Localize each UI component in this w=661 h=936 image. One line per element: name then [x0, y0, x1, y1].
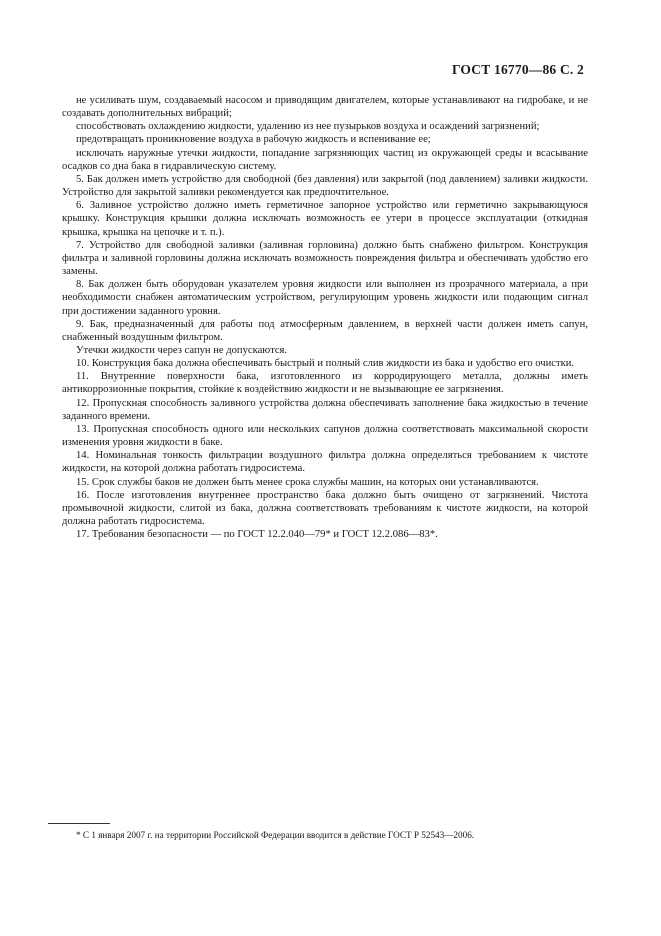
- clause-11: 11. Внутренние поверхности бака, изготовленного из корродирующего металла, должны иметь антикоррозионные покрытия, стойкие к воздействию жидкости и не вызывающие ее загрязнения.: [62, 371, 588, 396]
- clause-10: 10. Конструкция бака должна обеспечивать быстрый и полный слив жидкости из бака и удобство его очистки.: [76, 358, 575, 370]
- clause-8: 8. Бак должен быть оборудован указателем уровня жидкости или выполнен из прозрачного материала, а при необходимости снабжен автоматическим устройством, регулирующим уровень жидкости или подающим сигнал при достижении заданного уровня.: [62, 279, 588, 317]
- paragraph-1: не усиливать шум, создаваемый насосом и приводящим двигателем, которые устанавливают на гидробаке, и не создавать дополнительных вибраций;: [62, 95, 588, 120]
- clause-16: 16. После изготовления внутреннее пространство бака должно быть очищено от загрязнений. Чистота промывочной жидкости, слитой из бака, должна соответствовать требованиям к чистоте жидкости, на которой должна работать гидросистема.: [62, 489, 588, 527]
- clause-13: 13. Пропускная способность одного или нескольких сапунов должна соответствовать максимальной скорости изменения уровня жидкости в баке.: [62, 423, 588, 449]
- paragraph-3: предотвращать проникновение воздуха в рабочую жидкость и вспенивание ее;: [76, 134, 431, 146]
- page-header: ГОСТ 16770—86 С. 2: [451, 62, 584, 77]
- footnote: * С 1 января 2007 г. на территории Российской Федерации вводится в действие ГОСТ Р 52543—2006.: [76, 830, 475, 840]
- paragraph-2: способствовать охлаждению жидкости, удалению из нее пузырьков воздуха и осаждений загрязнений;: [76, 121, 540, 133]
- paragraph-4: исключать наружные утечки жидкости, попадание загрязняющих частиц из окружающей среды и всасывание осадков со дна бака в гидравлическую систему.: [62, 147, 588, 172]
- clause-15: 15. Срок службы баков не должен быть менее срока службы машин, на которых они устанавливаются.: [76, 476, 539, 488]
- clause-17: 17. Требования безопасности — по ГОСТ 12.2.040—79* и ГОСТ 12.2.086—83*.: [76, 529, 438, 541]
- clause-9: 9. Бак, предназначенный для работы под атмосферным давлением, в верхней части должен иметь сапун, снабженный воздушным фильтром.: [62, 318, 588, 343]
- clause-5: 5. Бак должен иметь устройство для свободной (без давления) или закрытой (под давлением) заливки жидкости. Устройство для закрытой заливки рекомендуется как предпочтительное.: [62, 173, 588, 199]
- footnote-rule: [48, 823, 110, 824]
- clause-6: 6. Заливное устройство должно иметь герметичное запорное устройство или герметично закрывающуюся крышку. Конструкция крышки должна исключать возможность ее утери в процессе эксплуатации (откидная крышка, крышка на цепочке и т. п.).: [62, 200, 588, 238]
- clause-7: 7. Устройство для свободной заливки (заливная горловина) должно быть снабжено фильтром. Конструкция фильтра и заливной горловины должна исключать возможность повреждения фильтра и обеспечивать удобство его замены.: [62, 239, 588, 278]
- document-body: [62, 94, 588, 541]
- clause-14: 14. Номинальная тонкость фильтрации воздушного фильтра должна определяться требованием к чистоте жидкости, на которой должна работать гидросистема.: [62, 450, 588, 475]
- clause-9-note: Утечки жидкости через сапун не допускаются.: [76, 344, 288, 356]
- clause-12: 12. Пропускная способность заливного устройства должна обеспечивать заполнение бака жидкостью в течение заданного времени.: [62, 397, 588, 422]
